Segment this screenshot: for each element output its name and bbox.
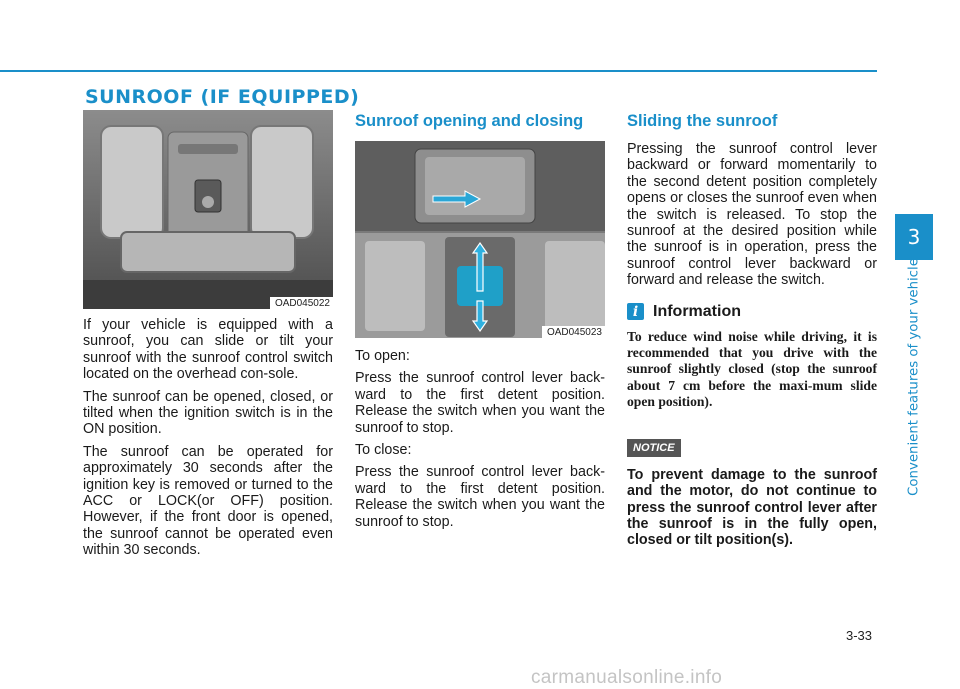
paragraph: If your vehicle is equipped with a sunroof, you can slide or tilt your sunroof with the sunroof control switch located on the overhead con-sole.	[83, 317, 333, 383]
page-number: 3-33	[846, 628, 873, 643]
column-1	[83, 110, 333, 565]
information-icon: i	[627, 303, 644, 320]
subsection-heading: Sunroof opening and closing	[355, 112, 584, 130]
chapter-title: Convenient features of your vehicle	[906, 258, 922, 496]
paragraph: The sunroof can be opened, closed, or tilted when the ignition switch is in the ON position.	[83, 388, 333, 438]
top-rule	[0, 70, 877, 72]
information-text: To reduce wind noise while driving, it is recommended that you drive with the sunroof slightly closed (stop the sunroof about 7 cm before the maxi-mum slide open position).	[627, 328, 877, 410]
subsection-heading: Sliding the sunroof	[627, 112, 778, 130]
column-3	[627, 110, 877, 555]
notice-badge: NOTICE	[627, 439, 681, 457]
overhead-console-illustration	[83, 110, 333, 309]
information-title: Information	[653, 302, 741, 320]
image-code: OAD045023	[542, 326, 605, 338]
open-label: To open:	[355, 348, 410, 364]
image-code: OAD045022	[270, 297, 333, 309]
overhead-console-photo	[83, 110, 333, 309]
information-header	[627, 303, 877, 321]
close-label: To close:	[355, 442, 412, 459]
notice-text: To prevent damage to the sunroof and the motor, do not continue to press the sunroof control lever after the sunroof is in the fully open, closed or tilt position(s).	[627, 466, 877, 549]
close-instructions: Press the sunroof control lever back-ward to the first detent position. Release the switch when you want the sunroof to stop.	[355, 464, 605, 530]
column-2	[355, 110, 605, 536]
sunroof-switch-illustration	[355, 141, 605, 338]
sliding-description: Pressing the sunroof control lever backward or forward momentarily to the second detent position completely opens or closes the sunroof even when the switch is released. To stop the sunroof at the desired position while the sunroof is in operation, press the sunroof control lever backward or forward and release the switch.	[627, 141, 877, 289]
section-title: SUNROOF (IF EQUIPPED)	[85, 86, 360, 108]
watermark: carmanualsonline.info	[531, 667, 723, 688]
sunroof-switch-photo	[355, 141, 605, 338]
open-instructions: Press the sunroof control lever back-ward to the first detent position. Release the switch when you want the sunroof to stop.	[355, 370, 605, 436]
chapter-tab: 3	[895, 214, 933, 260]
paragraph: The sunroof can be operated for approximately 30 seconds after the ignition key is removed or turned to the ACC or LOCK(or OFF) position. However, if the front door is opened, the sunroof cannot be operated even within 30 seconds.	[83, 443, 333, 559]
